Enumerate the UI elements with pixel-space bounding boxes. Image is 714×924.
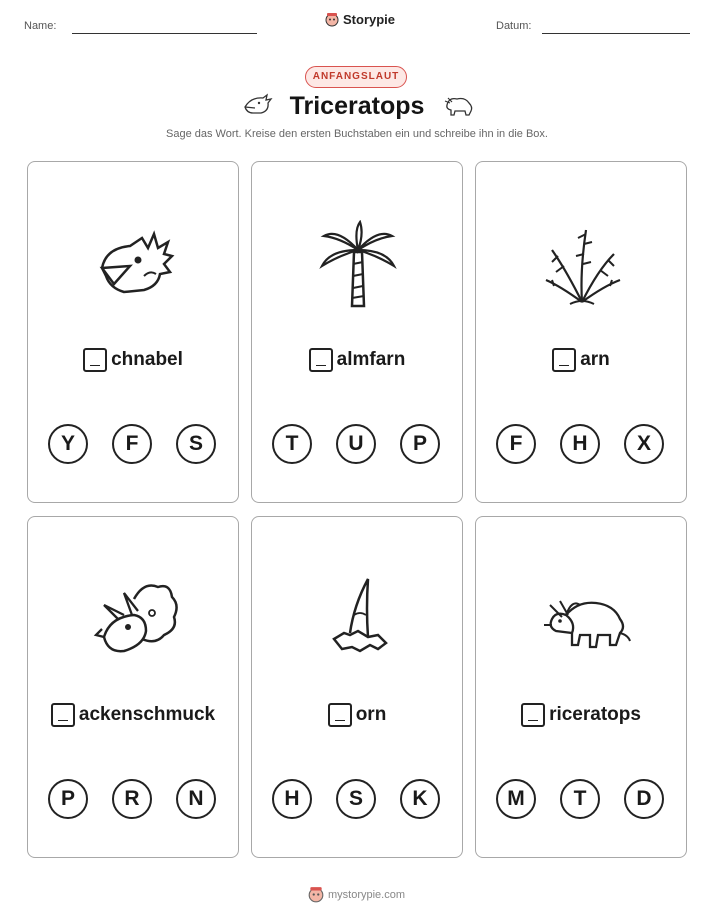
instructions: Sage das Wort. Kreise den ersten Buchstaben ein und schreibe ihn in die Box.: [166, 128, 548, 140]
palm-fern-icon: [308, 220, 408, 310]
answer-box[interactable]: [51, 703, 75, 727]
letter-option[interactable]: N: [176, 779, 216, 819]
letter-option[interactable]: D: [624, 779, 664, 819]
word-card: [475, 516, 687, 858]
answer-box[interactable]: [328, 703, 352, 727]
storypie-mascot-icon: [308, 886, 324, 903]
word-row: [476, 703, 686, 727]
word-ending: riceratops: [549, 704, 641, 725]
storypie-mascot-icon: [325, 12, 339, 27]
letter-option[interactable]: X: [624, 424, 664, 464]
letter-option[interactable]: R: [112, 779, 152, 819]
letter-option[interactable]: S: [336, 779, 376, 819]
letter-option[interactable]: T: [560, 779, 600, 819]
letter-option[interactable]: P: [400, 424, 440, 464]
answer-box[interactable]: [552, 348, 576, 372]
fern-icon: [532, 220, 632, 310]
word-row: [252, 703, 462, 727]
name-label: Name:: [24, 20, 57, 32]
letter-option[interactable]: F: [112, 424, 152, 464]
letter-option[interactable]: P: [48, 779, 88, 819]
answer-box[interactable]: [309, 348, 333, 372]
triceratops-head-frill-icon: [84, 575, 184, 665]
word-row: [28, 348, 238, 372]
word-row: [476, 348, 686, 372]
letter-option[interactable]: M: [496, 779, 536, 819]
letter-option[interactable]: H: [272, 779, 312, 819]
date-label: Datum:: [496, 20, 532, 32]
letter-option[interactable]: U: [336, 424, 376, 464]
footer-url[interactable]: mystorypie.com: [328, 888, 406, 901]
page-title: Triceratops: [289, 92, 425, 120]
word-ending: chnabel: [111, 349, 183, 370]
letter-option[interactable]: K: [400, 779, 440, 819]
word-card: [27, 516, 239, 858]
name-line[interactable]: [72, 33, 257, 34]
word-ending: ackenschmuck: [78, 704, 216, 725]
letter-option[interactable]: F: [496, 424, 536, 464]
word-card: [251, 516, 463, 858]
dinosaur-beak-icon: [84, 220, 184, 310]
letter-option[interactable]: S: [176, 424, 216, 464]
word-row: [28, 703, 238, 727]
word-card: [251, 161, 463, 503]
brand-logo: [325, 12, 395, 27]
word-card: [475, 161, 687, 503]
brand-name: Storypie: [343, 12, 396, 27]
letter-option[interactable]: H: [560, 424, 600, 464]
horn-icon: [308, 575, 408, 665]
letter-option[interactable]: T: [272, 424, 312, 464]
triceratops-small-icon: [441, 93, 475, 119]
category-badge: ANFANGSLAUT: [305, 66, 407, 88]
word-card: [27, 161, 239, 503]
word-ending: arn: [580, 349, 610, 370]
letter-option[interactable]: Y: [48, 424, 88, 464]
answer-box[interactable]: [521, 703, 545, 727]
triceratops-icon: [532, 575, 632, 665]
date-line[interactable]: [542, 33, 690, 34]
word-row: [252, 348, 462, 372]
word-ending: almfarn: [336, 349, 406, 370]
word-ending: orn: [355, 704, 387, 725]
footer: [308, 886, 405, 903]
answer-box[interactable]: [83, 348, 107, 372]
